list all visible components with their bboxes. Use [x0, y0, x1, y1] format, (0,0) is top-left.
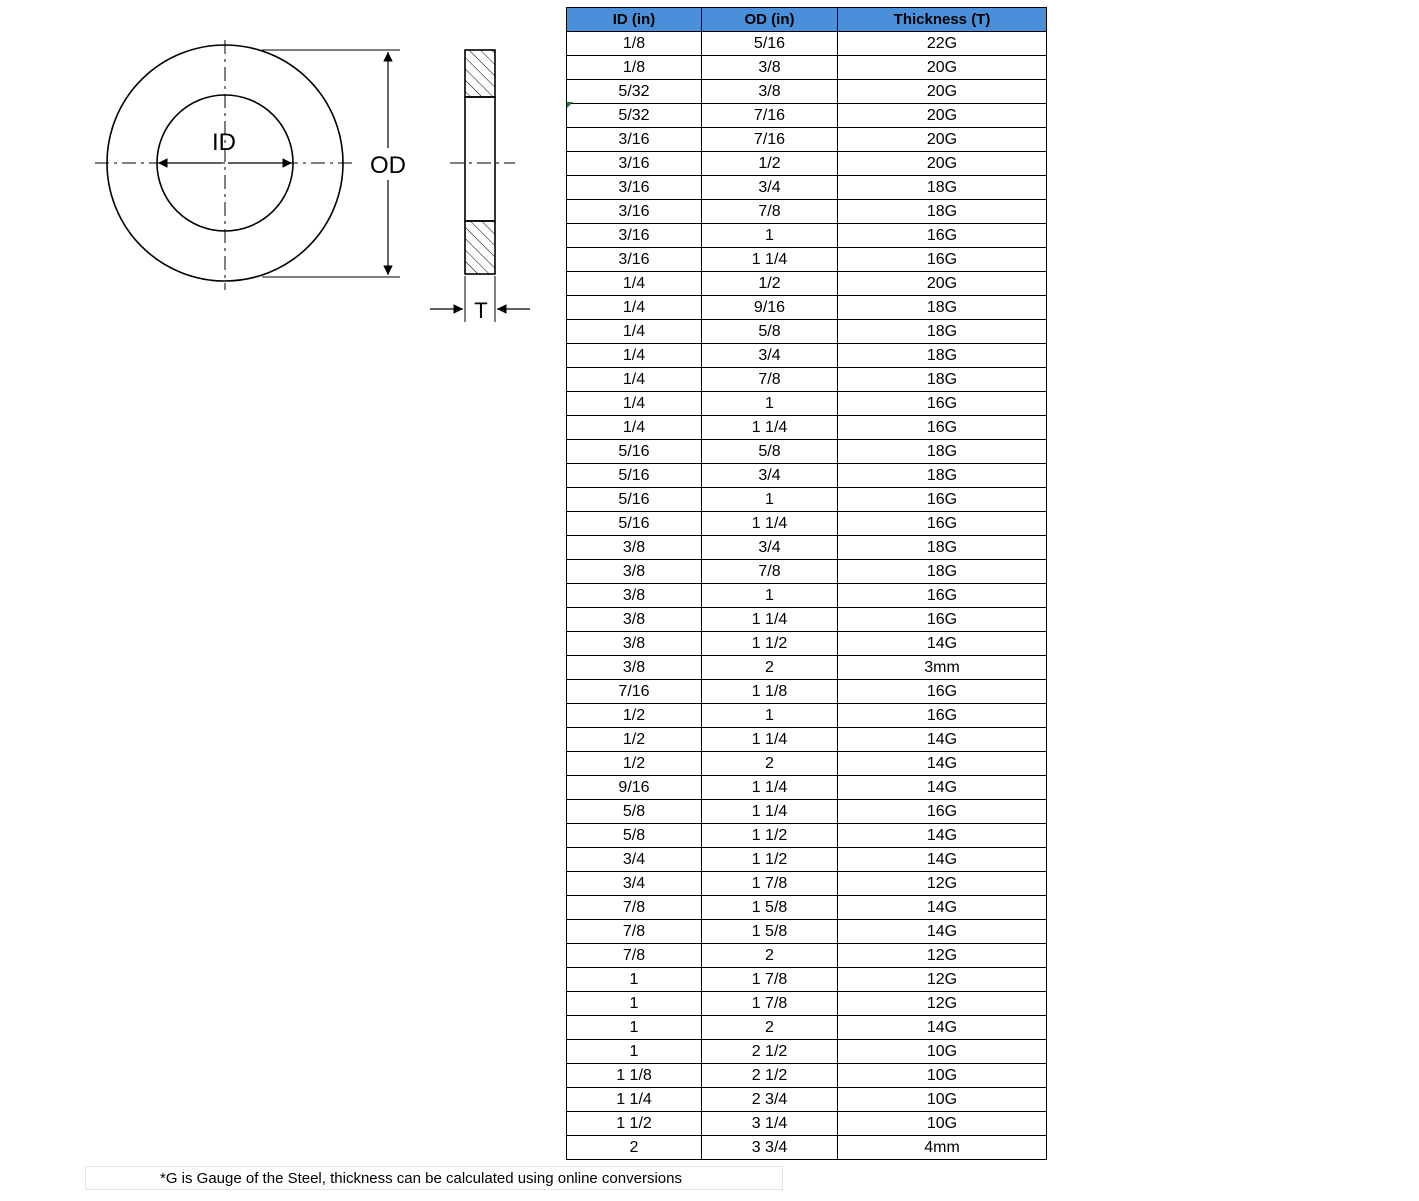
cell-od: 2 — [702, 656, 838, 680]
cell-thickness: 18G — [838, 296, 1047, 320]
table-row — [567, 368, 1047, 392]
table-row — [567, 1088, 1047, 1112]
cell-id: 3/16 — [567, 224, 702, 248]
table-row — [567, 224, 1047, 248]
table-row — [567, 776, 1047, 800]
cell-od: 3/4 — [702, 464, 838, 488]
cell-od: 7/16 — [702, 128, 838, 152]
footnote: *G is Gauge of the Steel, thickness can be calculated using online conversions — [85, 1166, 783, 1190]
cell-od: 5/8 — [702, 440, 838, 464]
table-row — [567, 272, 1047, 296]
cell-id: 3/4 — [567, 872, 702, 896]
table-row — [567, 992, 1047, 1016]
cell-od: 1 7/8 — [702, 968, 838, 992]
cell-thickness: 20G — [838, 104, 1047, 128]
od-label: OD — [370, 152, 406, 179]
cell-id: 1/8 — [567, 56, 702, 80]
cell-od: 3 3/4 — [702, 1136, 838, 1160]
cell-id: 3/16 — [567, 128, 702, 152]
cell-id: 9/16 — [567, 776, 702, 800]
cell-od: 3/4 — [702, 536, 838, 560]
cell-thickness: 10G — [838, 1088, 1047, 1112]
cell-thickness: 4mm — [838, 1136, 1047, 1160]
header-thickness: Thickness (T) — [838, 8, 1047, 32]
cell-thickness: 20G — [838, 80, 1047, 104]
cell-thickness: 16G — [838, 584, 1047, 608]
cell-od: 2 1/2 — [702, 1064, 838, 1088]
cell-od: 3/4 — [702, 344, 838, 368]
cell-od: 1/2 — [702, 272, 838, 296]
table-row — [567, 512, 1047, 536]
table-header-row — [567, 8, 1047, 32]
cell-thickness: 14G — [838, 728, 1047, 752]
cell-thickness: 18G — [838, 368, 1047, 392]
cell-thickness: 14G — [838, 1016, 1047, 1040]
cell-thickness: 16G — [838, 224, 1047, 248]
cell-thickness: 14G — [838, 752, 1047, 776]
cell-id: 5/8 — [567, 824, 702, 848]
cell-thickness: 3mm — [838, 656, 1047, 680]
id-label: ID — [212, 129, 236, 156]
cell-id: 1/8 — [567, 32, 702, 56]
cell-thickness: 16G — [838, 488, 1047, 512]
cell-thickness: 20G — [838, 152, 1047, 176]
cell-od: 2 3/4 — [702, 1088, 838, 1112]
table-row — [567, 584, 1047, 608]
cell-thickness: 14G — [838, 824, 1047, 848]
cell-id: 3/8 — [567, 584, 702, 608]
cell-id: 5/16 — [567, 512, 702, 536]
cell-thickness: 18G — [838, 176, 1047, 200]
cell-od: 1 1/2 — [702, 632, 838, 656]
cell-od: 1 1/4 — [702, 800, 838, 824]
cell-od: 5/8 — [702, 320, 838, 344]
table-row — [567, 392, 1047, 416]
side-view-top-section — [465, 50, 495, 97]
cell-thickness: 10G — [838, 1064, 1047, 1088]
cell-id: 1 — [567, 968, 702, 992]
cell-id: 1 — [567, 1016, 702, 1040]
cell-thickness: 20G — [838, 56, 1047, 80]
table-row — [567, 872, 1047, 896]
cell-thickness: 12G — [838, 944, 1047, 968]
cell-id: 3/8 — [567, 560, 702, 584]
table-row — [567, 152, 1047, 176]
cell-thickness: 16G — [838, 800, 1047, 824]
side-view-bottom-section — [465, 221, 495, 274]
table-row — [567, 680, 1047, 704]
cell-od: 9/16 — [702, 296, 838, 320]
cell-id: 3/16 — [567, 248, 702, 272]
washer-dimension-diagram — [0, 0, 560, 340]
cell-od: 1 — [702, 392, 838, 416]
table-row — [567, 704, 1047, 728]
side-view-middle — [465, 97, 495, 221]
table-row — [567, 560, 1047, 584]
table-row — [567, 1040, 1047, 1064]
cell-od: 1 5/8 — [702, 896, 838, 920]
table-row — [567, 416, 1047, 440]
table-row — [567, 176, 1047, 200]
table-row — [567, 1064, 1047, 1088]
cell-thickness: 22G — [838, 32, 1047, 56]
cell-od: 1 1/4 — [702, 728, 838, 752]
cell-id: 1/4 — [567, 320, 702, 344]
cell-thickness: 18G — [838, 320, 1047, 344]
cell-id: 3/16 — [567, 200, 702, 224]
cell-thickness: 14G — [838, 896, 1047, 920]
cell-od: 1 7/8 — [702, 872, 838, 896]
cell-thickness: 18G — [838, 344, 1047, 368]
cell-od: 1/2 — [702, 152, 838, 176]
cell-od: 1 1/4 — [702, 608, 838, 632]
table-row — [567, 56, 1047, 80]
cell-id: 1/4 — [567, 344, 702, 368]
cell-od: 1 — [702, 224, 838, 248]
cell-id: 5/32 — [567, 80, 702, 104]
cell-od: 1 1/8 — [702, 680, 838, 704]
cell-thickness: 20G — [838, 272, 1047, 296]
cell-thickness: 16G — [838, 512, 1047, 536]
table-row — [567, 608, 1047, 632]
table-row — [567, 80, 1047, 104]
table-row — [567, 104, 1047, 128]
cell-id: 1 1/2 — [567, 1112, 702, 1136]
table-row — [567, 896, 1047, 920]
table-row — [567, 968, 1047, 992]
cell-id: 1 — [567, 1040, 702, 1064]
cell-thickness: 16G — [838, 680, 1047, 704]
cell-od: 1 1/2 — [702, 848, 838, 872]
table-row — [567, 248, 1047, 272]
table-row — [567, 920, 1047, 944]
cell-thickness: 18G — [838, 536, 1047, 560]
cell-od: 7/8 — [702, 560, 838, 584]
table-row — [567, 728, 1047, 752]
table-row — [567, 200, 1047, 224]
cell-id: 5/16 — [567, 440, 702, 464]
cell-id: 5/8 — [567, 800, 702, 824]
header-od: OD (in) — [702, 8, 838, 32]
table-row — [567, 1016, 1047, 1040]
cell-id: 1 — [567, 992, 702, 1016]
table-row — [567, 344, 1047, 368]
cell-od: 1 — [702, 488, 838, 512]
table-row — [567, 848, 1047, 872]
cell-thickness: 14G — [838, 848, 1047, 872]
table-row — [567, 488, 1047, 512]
cell-id: 1/4 — [567, 272, 702, 296]
cell-id: 1/4 — [567, 392, 702, 416]
table-row — [567, 944, 1047, 968]
cell-id: 3/16 — [567, 152, 702, 176]
table-row — [567, 32, 1047, 56]
cell-thickness: 18G — [838, 440, 1047, 464]
cell-thickness: 14G — [838, 632, 1047, 656]
cell-id: 1/4 — [567, 368, 702, 392]
table-row — [567, 128, 1047, 152]
table-row — [567, 656, 1047, 680]
cell-od: 1 1/2 — [702, 824, 838, 848]
cell-id: 3/8 — [567, 536, 702, 560]
cell-id: 5/16 — [567, 488, 702, 512]
cell-id: 7/8 — [567, 944, 702, 968]
cell-thickness: 16G — [838, 392, 1047, 416]
cell-id: 3/4 — [567, 848, 702, 872]
cell-id: 1/4 — [567, 416, 702, 440]
cell-od: 2 — [702, 1016, 838, 1040]
cell-od: 1 1/4 — [702, 248, 838, 272]
cell-od: 1 1/4 — [702, 416, 838, 440]
table-row — [567, 1136, 1047, 1160]
cell-thickness: 20G — [838, 128, 1047, 152]
cell-thickness: 10G — [838, 1112, 1047, 1136]
cell-od: 7/8 — [702, 200, 838, 224]
cell-thickness: 18G — [838, 464, 1047, 488]
cell-od: 2 — [702, 752, 838, 776]
table-row — [567, 824, 1047, 848]
cell-thickness: 12G — [838, 872, 1047, 896]
table-row — [567, 320, 1047, 344]
cell-od: 1 — [702, 704, 838, 728]
table-row — [567, 632, 1047, 656]
cell-id: 1/2 — [567, 728, 702, 752]
cell-id: 3/8 — [567, 608, 702, 632]
cell-od: 7/8 — [702, 368, 838, 392]
washer-size-table — [566, 7, 1047, 1160]
cell-od: 3/8 — [702, 80, 838, 104]
cell-id: 1/2 — [567, 704, 702, 728]
cell-od: 1 — [702, 584, 838, 608]
cell-od: 3 1/4 — [702, 1112, 838, 1136]
cell-thickness: 16G — [838, 248, 1047, 272]
table-row — [567, 536, 1047, 560]
cell-od: 1 1/4 — [702, 776, 838, 800]
cell-id: 7/8 — [567, 920, 702, 944]
cell-id: 1/4 — [567, 296, 702, 320]
cell-id: 1/2 — [567, 752, 702, 776]
table-row — [567, 752, 1047, 776]
cell-id: 2 — [567, 1136, 702, 1160]
cell-thickness: 10G — [838, 1040, 1047, 1064]
cell-thickness: 16G — [838, 608, 1047, 632]
cell-od: 5/16 — [702, 32, 838, 56]
t-label: T — [474, 298, 488, 323]
cell-thickness: 16G — [838, 416, 1047, 440]
cell-od: 1 5/8 — [702, 920, 838, 944]
table-row — [567, 800, 1047, 824]
table-row — [567, 464, 1047, 488]
cell-id: 7/16 — [567, 680, 702, 704]
cell-id: 3/8 — [567, 656, 702, 680]
table-row — [567, 296, 1047, 320]
cell-id: 1 1/8 — [567, 1064, 702, 1088]
cell-od: 3/4 — [702, 176, 838, 200]
table-row — [567, 440, 1047, 464]
cell-id: 5/32 — [567, 104, 702, 128]
cell-id: 7/8 — [567, 896, 702, 920]
cell-od: 2 1/2 — [702, 1040, 838, 1064]
header-id: ID (in) — [567, 8, 702, 32]
cell-thickness: 16G — [838, 704, 1047, 728]
cell-od: 2 — [702, 944, 838, 968]
cell-thickness: 14G — [838, 776, 1047, 800]
cell-od: 7/16 — [702, 104, 838, 128]
cell-thickness: 12G — [838, 992, 1047, 1016]
cell-thickness: 14G — [838, 920, 1047, 944]
cell-id: 5/16 — [567, 464, 702, 488]
cell-id: 3/8 — [567, 632, 702, 656]
cell-od: 1 7/8 — [702, 992, 838, 1016]
cell-comment-marker — [567, 102, 573, 108]
cell-id: 1 1/4 — [567, 1088, 702, 1112]
cell-thickness: 18G — [838, 200, 1047, 224]
cell-thickness: 18G — [838, 560, 1047, 584]
table-row — [567, 1112, 1047, 1136]
cell-od: 3/8 — [702, 56, 838, 80]
cell-id: 3/16 — [567, 176, 702, 200]
cell-od: 1 1/4 — [702, 512, 838, 536]
cell-thickness: 12G — [838, 968, 1047, 992]
